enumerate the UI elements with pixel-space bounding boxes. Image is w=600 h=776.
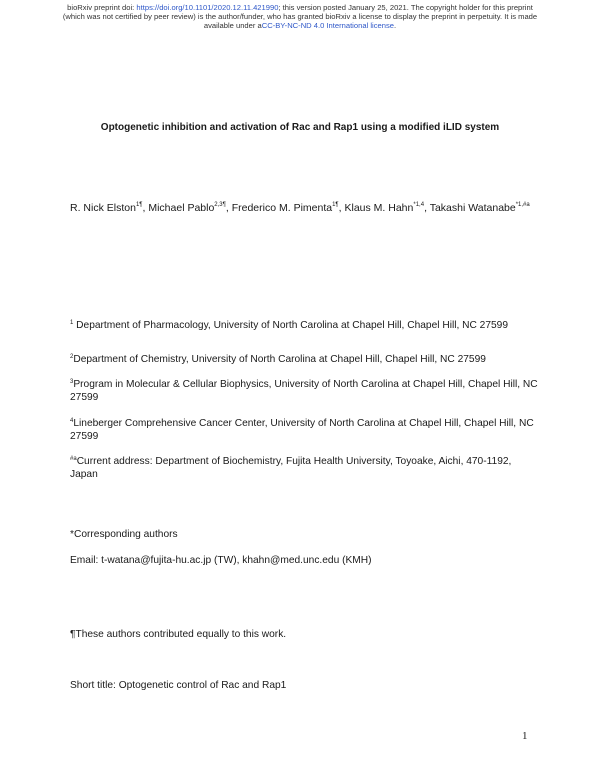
corresponding-label: *Corresponding authors [70,529,178,540]
affiliation-1 [70,320,540,333]
affiliation-4-marker: 4 [70,418,74,424]
author-name: Klaus M. Hahn [344,202,414,214]
header-line-3 [30,21,570,30]
header-line-1 [30,3,570,12]
author-affiliation-marker: 1¶ [135,202,143,208]
email-line: Email: t-watana@fujita-hu.ac.jp (TW), khahn@med.unc.edu (KMH) [70,555,372,566]
affiliation-5-marker: #a [70,456,77,462]
header-license-prefix: available under a [203,21,262,30]
affiliation-2-marker: 2 [70,354,74,360]
author-name: Frederico M. Pimenta [231,202,333,214]
header-license-suffix: . [393,21,397,30]
header-doi-prefix: bioRxiv preprint doi: [67,3,137,12]
affiliation-2-text: Department of Chemistry, University of North Carolina at Chapel Hill, Chapel Hill, NC 27599 [73,354,486,365]
affiliation-5-text: Current address: Department of Biochemistry, Fujita Health University, Toyoake, Aichi, 470-1192, Japan [70,456,512,480]
short-title: Short title: Optogenetic control of Rac and Rap1 [70,680,287,691]
affiliation-4 [70,418,540,443]
author-separator: , [225,202,232,214]
author-affiliation-marker: *1,#a [515,202,530,208]
preprint-header [30,3,570,30]
author-separator: , [424,202,430,214]
author-list [70,196,540,221]
author-separator: , [142,202,149,214]
author-name: Michael Pablo [148,202,215,214]
affiliation-3 [70,379,540,404]
affiliation-3-text: Program in Molecular & Cellular Biophysics, University of North Carolina at Chapel Hill, Chapel Hill, NC 27599 [70,379,538,403]
header-line-2: (which was not certified by peer review) is the author/funder, who has granted bioRxiv a license to display the preprint in perpetuity. It is made [62,12,538,21]
doi-link[interactable]: https://doi.org/10.1101/2020.12.11.421990 [136,3,279,12]
affiliation-5 [70,456,540,481]
equal-contribution-note: ¶These authors contributed equally to this work. [70,629,287,640]
author-name: R. Nick Elston [70,202,136,214]
license-link[interactable]: CC-BY-NC-ND 4.0 International license [261,21,394,30]
affiliation-3-marker: 3 [70,379,74,385]
paper-title: Optogenetic inhibition and activation of Rac and Rap1 using a modified iLID system [100,122,500,133]
author-separator: , [338,202,345,214]
affiliation-2 [70,354,540,367]
affiliation-1-text: Department of Pharmacology, University of North Carolina at Chapel Hill, Chapel Hill, NC 27599 [73,320,509,331]
page-number: 1 [522,730,528,742]
header-line-1-suffix: ; this version posted January 25, 2021. The copyright holder for this preprint [278,3,533,12]
author-name: Takashi Watanabe [429,202,516,214]
author-affiliation-marker: 2,3¶ [214,202,226,208]
author-affiliation-marker: *1,4 [413,202,425,208]
author-affiliation-marker: 1¶ [332,202,339,208]
affiliation-4-text: Lineberger Comprehensive Cancer Center, University of North Carolina at Chapel Hill, Chapel Hill, NC 27599 [70,418,534,442]
affiliation-1-marker: 1 [70,320,74,326]
